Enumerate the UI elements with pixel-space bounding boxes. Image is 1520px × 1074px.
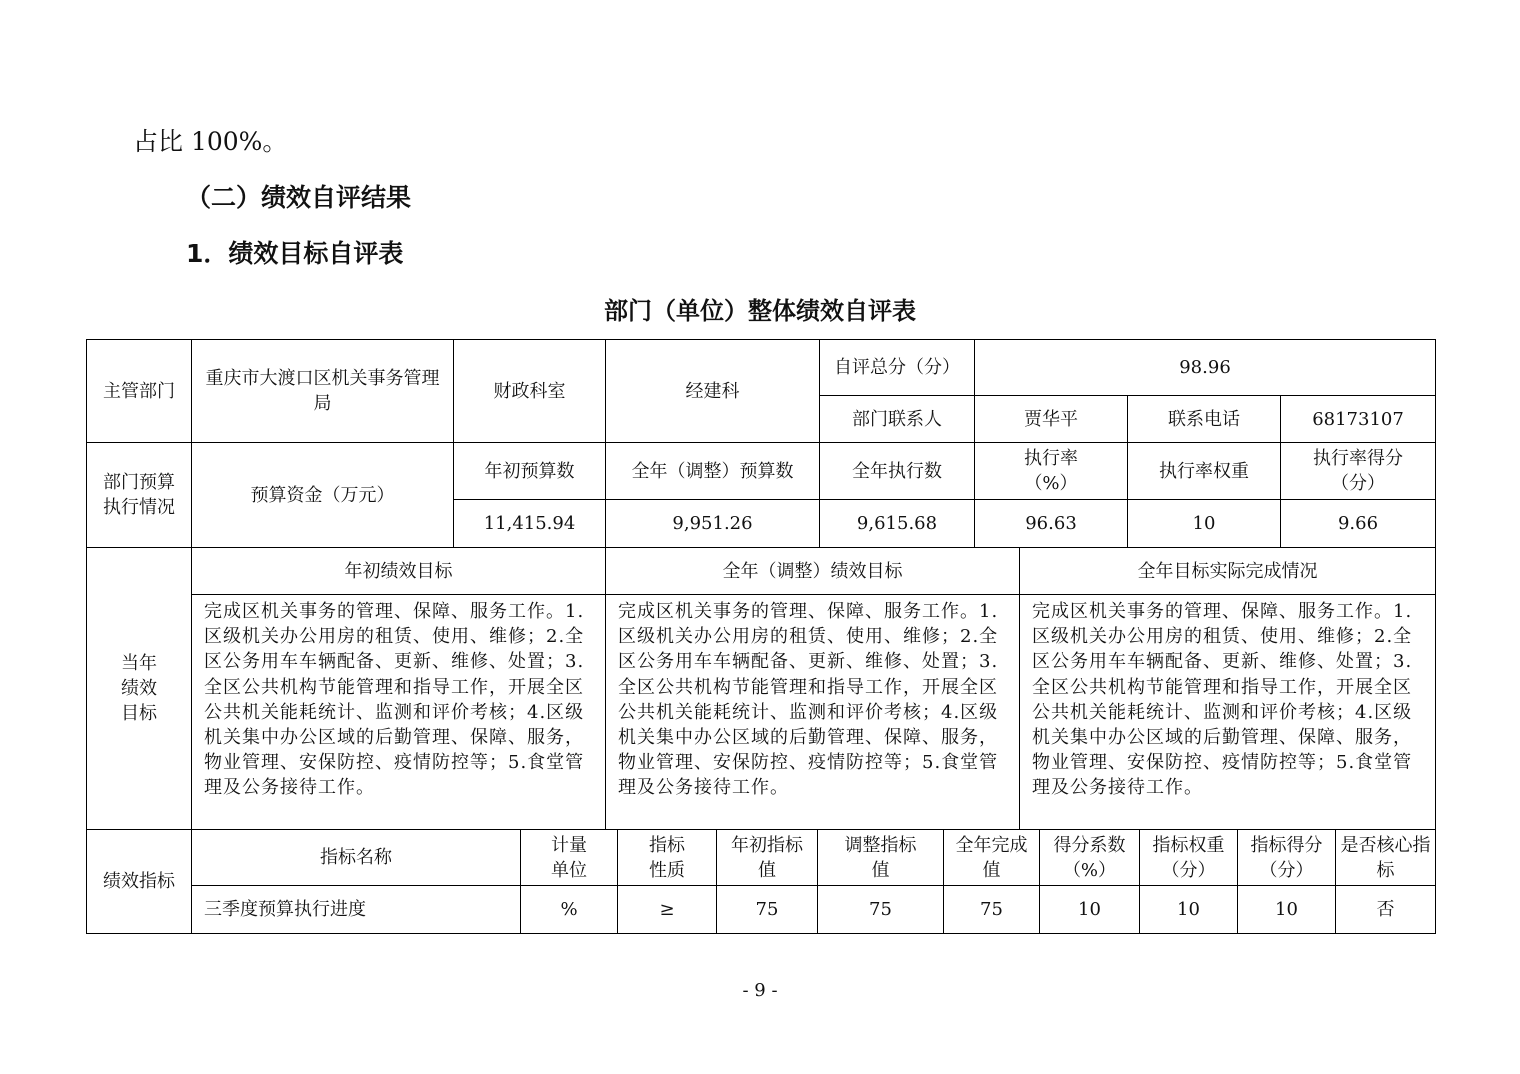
budget-value: 9,951.26 — [605, 499, 820, 548]
budget-header: 年初预算数 — [453, 442, 606, 500]
indicator-header: 全年完成值 — [943, 829, 1040, 886]
budget-header: 执行率得分（分） — [1280, 442, 1436, 500]
indicator-nature: ≥ — [617, 885, 717, 934]
indicator-header: 指标得分（分） — [1237, 829, 1336, 886]
goals-header: 全年目标实际完成情况 — [1019, 547, 1436, 595]
score-label: 自评总分（分） — [819, 339, 975, 396]
indicator-header: 得分系数（%） — [1039, 829, 1140, 886]
dept-name: 重庆市大渡口区机关事务管理局 — [191, 339, 454, 443]
score-value: 98.96 — [974, 339, 1436, 396]
indicator-header: 指标性质 — [617, 829, 717, 886]
goals-header: 全年（调整）绩效目标 — [605, 547, 1020, 595]
indicator-score-coefficient: 10 — [1039, 885, 1140, 934]
indicator-header: 指标名称 — [191, 829, 521, 886]
indicator-initial-value: 75 — [716, 885, 818, 934]
indicators-row-label: 绩效指标 — [86, 829, 192, 934]
budget-value: 9,615.68 — [819, 499, 975, 548]
goal-text-adjusted: 完成区机关事务的管理、保障、服务工作。1.区级机关办公用房的租赁、使用、维修；2.全区公务用车车辆配备、更新、维修、处置；3.全区公共机构节能管理和指导工作，开展全区公共机关能耗统计、监测和评价考核；4.区级机关集中办公区域的后勤管理、保障、服务，物业管理、安保防控、疫情防控等；5.食堂管理及公务接待工作。 — [605, 594, 1020, 830]
budget-header: 执行率权重 — [1127, 442, 1281, 500]
indicator-unit: % — [520, 885, 618, 934]
goal-text-initial: 完成区机关事务的管理、保障、服务工作。1.区级机关办公用房的租赁、使用、维修；2.全区公务用车车辆配备、更新、维修、处置；3.全区公共机构节能管理和指导工作，开展全区公共机关能耗统计、监测和评价考核；4.区级机关集中办公区域的后勤管理、保障、服务，物业管理、安保防控、疫情防控等；5.食堂管理及公务接待工作。 — [191, 594, 606, 830]
goal-text-actual: 完成区机关事务的管理、保障、服务工作。1.区级机关办公用房的租赁、使用、维修；2.全区公务用车车辆配备、更新、维修、处置；3.全区公共机构节能管理和指导工作，开展全区公共机关能耗统计、监测和评价考核；4.区级机关集中办公区域的后勤管理、保障、服务，物业管理、安保防控、疫情防控等；5.食堂管理及公务接待工作。 — [1019, 594, 1436, 830]
budget-row-label: 部门预算执行情况 — [86, 442, 192, 548]
budget-value: 96.63 — [974, 499, 1128, 548]
phone-value: 68173107 — [1280, 395, 1436, 443]
contact-label: 部门联系人 — [819, 395, 975, 443]
indicator-weight: 10 — [1139, 885, 1238, 934]
table-title: 部门（单位）整体绩效自评表 — [604, 297, 916, 325]
section-heading: （二）绩效自评结果 — [186, 183, 412, 212]
contact-name: 贾华平 — [974, 395, 1128, 443]
budget-header: 全年（调整）预算数 — [605, 442, 820, 500]
construction-dept: 经建科 — [605, 339, 820, 443]
indicator-header: 计量单位 — [520, 829, 618, 886]
goals-row-label: 当年绩效目标 — [86, 547, 192, 830]
budget-header: 执行率（%） — [974, 442, 1128, 500]
budget-value: 9.66 — [1280, 499, 1436, 548]
indicator-is-core: 否 — [1335, 885, 1436, 934]
indicator-name: 三季度预算执行进度 — [191, 885, 521, 934]
indicator-adjusted-value: 75 — [817, 885, 944, 934]
subsection-heading: 1．绩效目标自评表 — [186, 239, 404, 268]
indicator-header: 年初指标值 — [716, 829, 818, 886]
indicator-completed-value: 75 — [943, 885, 1040, 934]
budget-header: 全年执行数 — [819, 442, 975, 500]
phone-label: 联系电话 — [1127, 395, 1281, 443]
goals-header: 年初绩效目标 — [191, 547, 606, 595]
indicator-header: 是否核心指标 — [1335, 829, 1436, 886]
intro-line: 占比 100%。 — [133, 127, 288, 156]
indicator-header: 指标权重（分） — [1139, 829, 1238, 886]
finance-office: 财政科室 — [453, 339, 606, 443]
dept-label: 主管部门 — [86, 339, 192, 443]
page-number: - 9 - — [742, 980, 778, 1001]
budget-value: 10 — [1127, 499, 1281, 548]
indicator-header: 调整指标值 — [817, 829, 944, 886]
budget-fund-label: 预算资金（万元） — [191, 442, 454, 548]
budget-value: 11,415.94 — [453, 499, 606, 548]
indicator-score: 10 — [1237, 885, 1336, 934]
